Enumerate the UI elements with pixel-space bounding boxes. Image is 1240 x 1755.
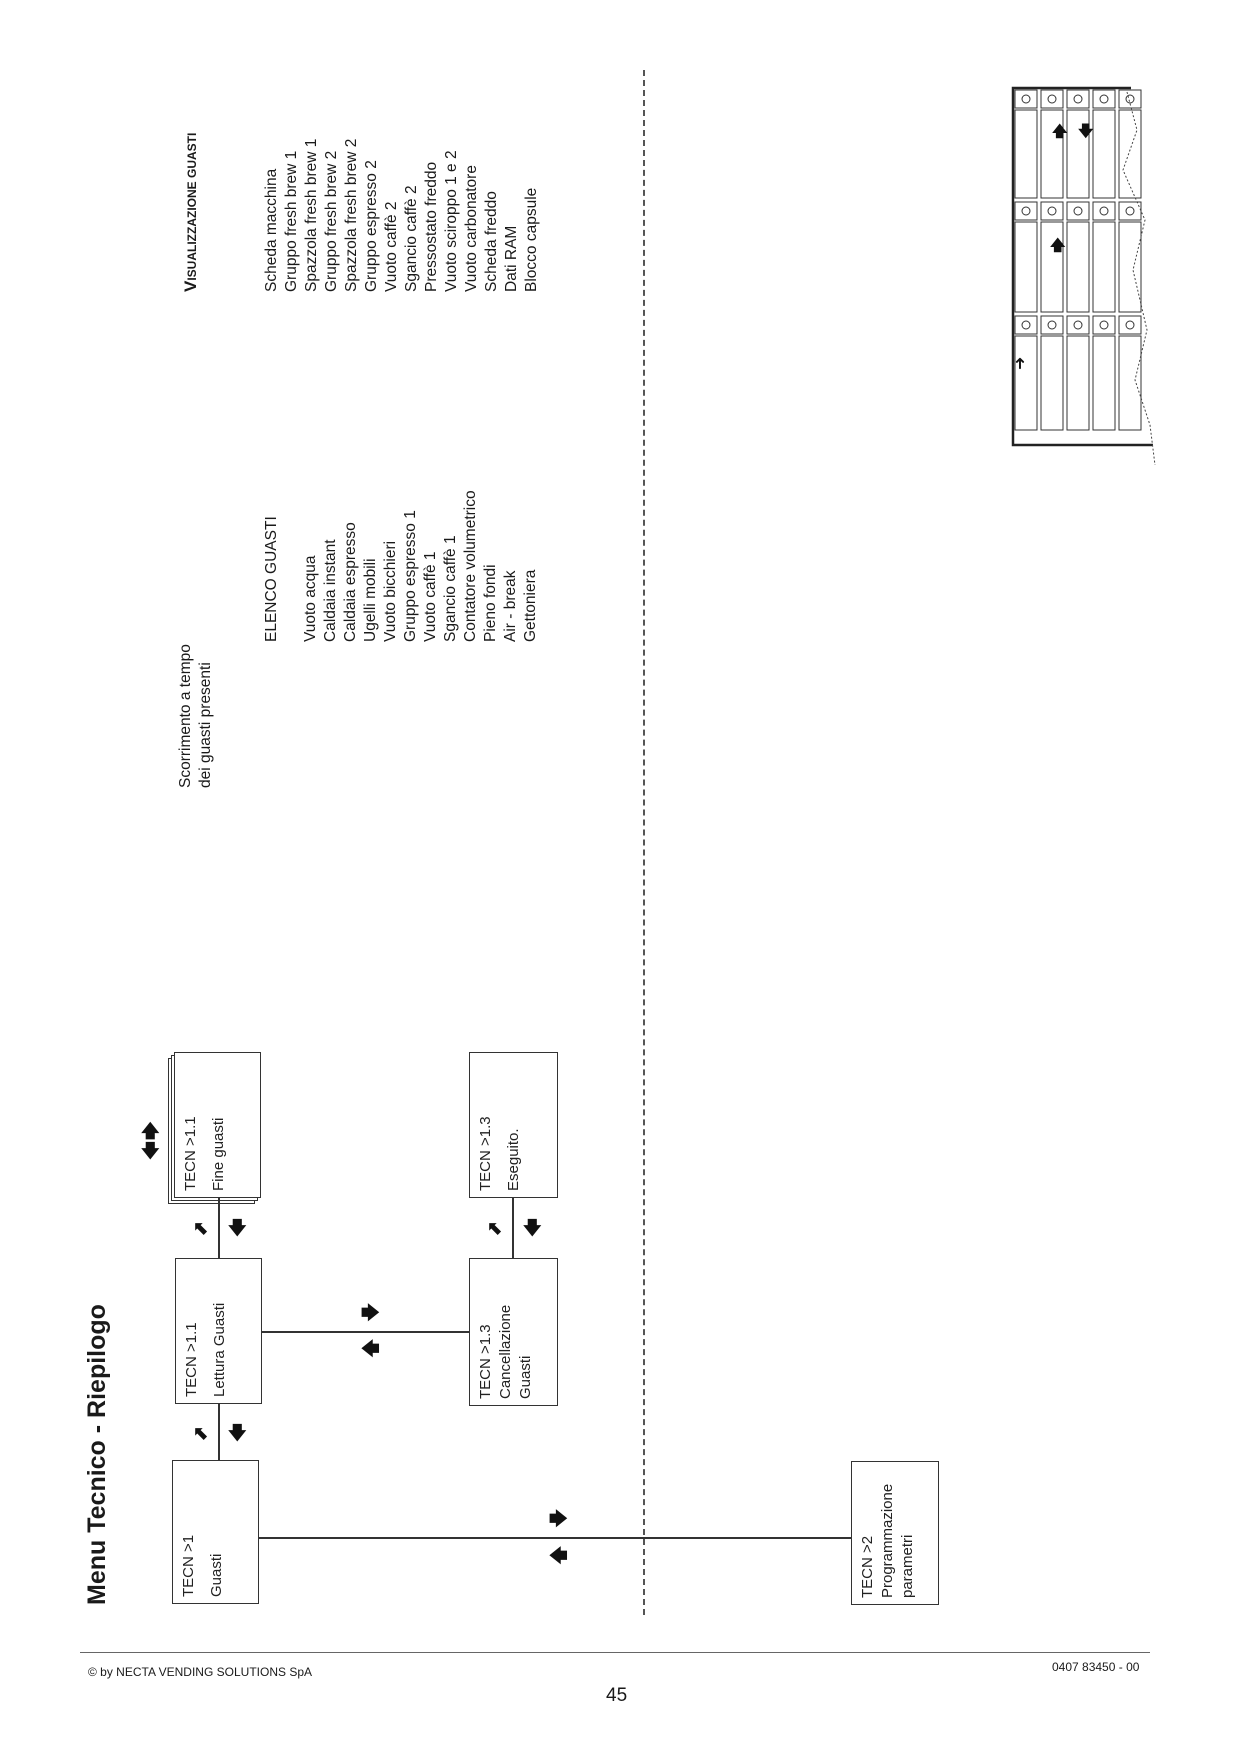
dashed-divider: [643, 70, 645, 1615]
footer-copyright: © by NECTA VENDING SOLUTIONS SpA: [88, 1665, 313, 1679]
visualizzazione-heading: VISUALIZZAZIONE GUASTI: [181, 132, 200, 292]
arrow-down-icon: 🡇: [228, 1218, 247, 1238]
panel-button: [1119, 316, 1141, 334]
panel-led: [1074, 321, 1082, 329]
list-item: Scheda freddo: [483, 191, 500, 292]
panel-led: [1022, 207, 1030, 215]
panel-button: [1067, 316, 1089, 334]
box-label: TECN >2: [859, 1535, 876, 1598]
connector-tecn1-tecn11: [218, 1404, 220, 1460]
list-item: Vuoto caffè 1: [422, 551, 439, 642]
panel-led: [1022, 95, 1030, 103]
arrow-left-icon: 🡄: [549, 1546, 568, 1566]
visualizzazione-guasti-list: [262, 139, 542, 292]
scroll-note-line: Scorrimento a tempo: [177, 644, 194, 788]
panel-cell: [1015, 110, 1037, 198]
arrow-down-icon: 🡇: [141, 1141, 160, 1161]
list-item: Gruppo fresh brew 2: [323, 150, 340, 292]
box-label: TECN >1.3: [477, 1116, 494, 1191]
arrow-up-icon: ⬉: [487, 1218, 503, 1238]
list-item: Scheda macchina: [263, 168, 280, 292]
panel-led: [1100, 321, 1108, 329]
panel-button: [1093, 316, 1115, 334]
list-item: Caldaia instant: [322, 539, 339, 642]
panel-button: [1015, 316, 1037, 334]
panel-button: [1119, 202, 1141, 220]
arrow-up-icon: ⬉: [193, 1423, 209, 1443]
panel-button: [1041, 316, 1063, 334]
list-item: Spazzola fresh brew 1: [303, 138, 320, 292]
svg-text:🡅: 🡅: [1050, 236, 1066, 254]
elenco-guasti-heading: ELENCO GUASTI: [263, 516, 280, 642]
list-item: Ugelli mobili: [362, 558, 379, 642]
list-item: Gruppo espresso 2: [363, 160, 380, 292]
panel-cell: [1041, 336, 1063, 430]
panel-led: [1100, 95, 1108, 103]
list-item: Vuoto bicchieri: [382, 540, 399, 642]
list-item: Vuoto acqua: [302, 555, 319, 642]
panel-cell: [1093, 336, 1115, 430]
box-label: Eseguito.: [505, 1128, 522, 1191]
connector-tecn13-eseguito: [512, 1198, 514, 1258]
arrow-left-icon: 🡄: [361, 1339, 380, 1359]
panel-cell: [1067, 336, 1089, 430]
list-item: Contatore volumetrico: [462, 490, 479, 642]
panel-cell: [1015, 336, 1037, 430]
connector-tecn1-tecn2: [259, 1537, 851, 1539]
panel-led: [1074, 207, 1082, 215]
panel-cell: [1015, 222, 1037, 312]
panel-button: [1015, 90, 1037, 108]
panel-button: [1067, 202, 1089, 220]
list-item: Vuoto carbonatore: [463, 165, 480, 292]
box-label: TECN >1: [180, 1534, 197, 1597]
box-label: Cancellazione: [497, 1304, 514, 1399]
panel-button: [1041, 202, 1063, 220]
list-item: Air - break: [502, 570, 519, 642]
panel-cell: [1093, 110, 1115, 198]
box-label: Lettura Guasti: [211, 1302, 228, 1397]
list-item: Sgancio caffè 2: [403, 185, 420, 292]
panel-led: [1048, 207, 1056, 215]
scroll-note-line: dei guasti presenti: [197, 662, 214, 788]
list-item: Spazzola fresh brew 2: [343, 138, 360, 292]
panel-led: [1126, 321, 1134, 329]
box-label: Programmazione: [879, 1483, 896, 1598]
panel-cell: [1119, 222, 1141, 312]
arrow-up-icon: ⬉: [193, 1218, 209, 1238]
box-label: TECN >1.3: [477, 1324, 494, 1399]
box-label: TECN >1.1: [183, 1322, 200, 1397]
panel-button: [1041, 90, 1063, 108]
list-item: Pressostato freddo: [423, 161, 440, 292]
page-number: 45: [606, 1685, 628, 1706]
box-label: Guasti: [517, 1355, 534, 1399]
box-tecn13-cancellazione: [469, 1258, 558, 1406]
box-tecn1-guasti: [172, 1460, 259, 1604]
panel-cell: [1119, 110, 1141, 198]
panel-led: [1048, 95, 1056, 103]
panel-led: [1074, 95, 1082, 103]
elenco-guasti-list: [262, 490, 541, 642]
panel-button: [1067, 90, 1089, 108]
panel-led: [1100, 207, 1108, 215]
footer-doc-code: 0407 83450 - 00: [1052, 1660, 1140, 1674]
panel-led: [1022, 321, 1030, 329]
list-item: Sgancio caffè 1: [442, 535, 459, 642]
panel-cell: [1067, 222, 1089, 312]
svg-text:➜: ➜: [1010, 356, 1029, 370]
list-item: Vuoto caffè 2: [383, 201, 400, 292]
box-tecn2-programmazione: [851, 1461, 939, 1605]
box-tecn11-fine-guasti: [174, 1052, 261, 1198]
page-title: Menu Tecnico - Riepilogo: [83, 1304, 111, 1605]
list-item: Gruppo espresso 1: [402, 510, 419, 642]
arrow-down-icon: 🡇: [228, 1423, 247, 1443]
panel-led: [1126, 207, 1134, 215]
arrow-right-icon: 🡆: [361, 1303, 380, 1323]
box-label: Fine guasti: [210, 1117, 227, 1191]
list-item: Vuoto sciroppo 1 e 2: [443, 150, 460, 292]
arrow-down-icon: 🡇: [523, 1218, 542, 1238]
arrow-up-icon: 🡅: [141, 1121, 160, 1141]
arrow-right-icon: 🡆: [549, 1509, 568, 1529]
keypad-panel-illustration: [1005, 80, 1165, 470]
list-item: Dati RAM: [503, 225, 520, 292]
panel-cell: [1119, 336, 1141, 430]
list-item: Pieno fondi: [482, 564, 499, 642]
panel-button: [1015, 202, 1037, 220]
list-item: Gettoniera: [522, 569, 539, 642]
box-label: TECN >1.1: [182, 1116, 199, 1191]
box-tecn11-lettura-guasti: [175, 1258, 262, 1404]
svg-text:🡇: 🡇: [1078, 122, 1094, 140]
list-item: Blocco capsule: [523, 187, 540, 292]
connector-tecn11-fine: [218, 1198, 220, 1258]
panel-led: [1048, 321, 1056, 329]
box-label: Guasti: [208, 1553, 225, 1597]
footer-rule: [80, 1652, 1150, 1653]
panel-cell: [1093, 222, 1115, 312]
panel-led: [1126, 95, 1134, 103]
panel-button: [1093, 202, 1115, 220]
connector-tecn11-tecn13: [262, 1331, 469, 1333]
panel-button: [1093, 90, 1115, 108]
list-item: Gruppo fresh brew 1: [283, 150, 300, 292]
svg-text:🡅: 🡅: [1052, 122, 1068, 140]
list-item: Caldaia espresso: [342, 522, 359, 642]
box-tecn13-eseguito: [469, 1052, 558, 1198]
box-label: parametri: [899, 1534, 916, 1598]
scroll-note: [176, 644, 216, 788]
